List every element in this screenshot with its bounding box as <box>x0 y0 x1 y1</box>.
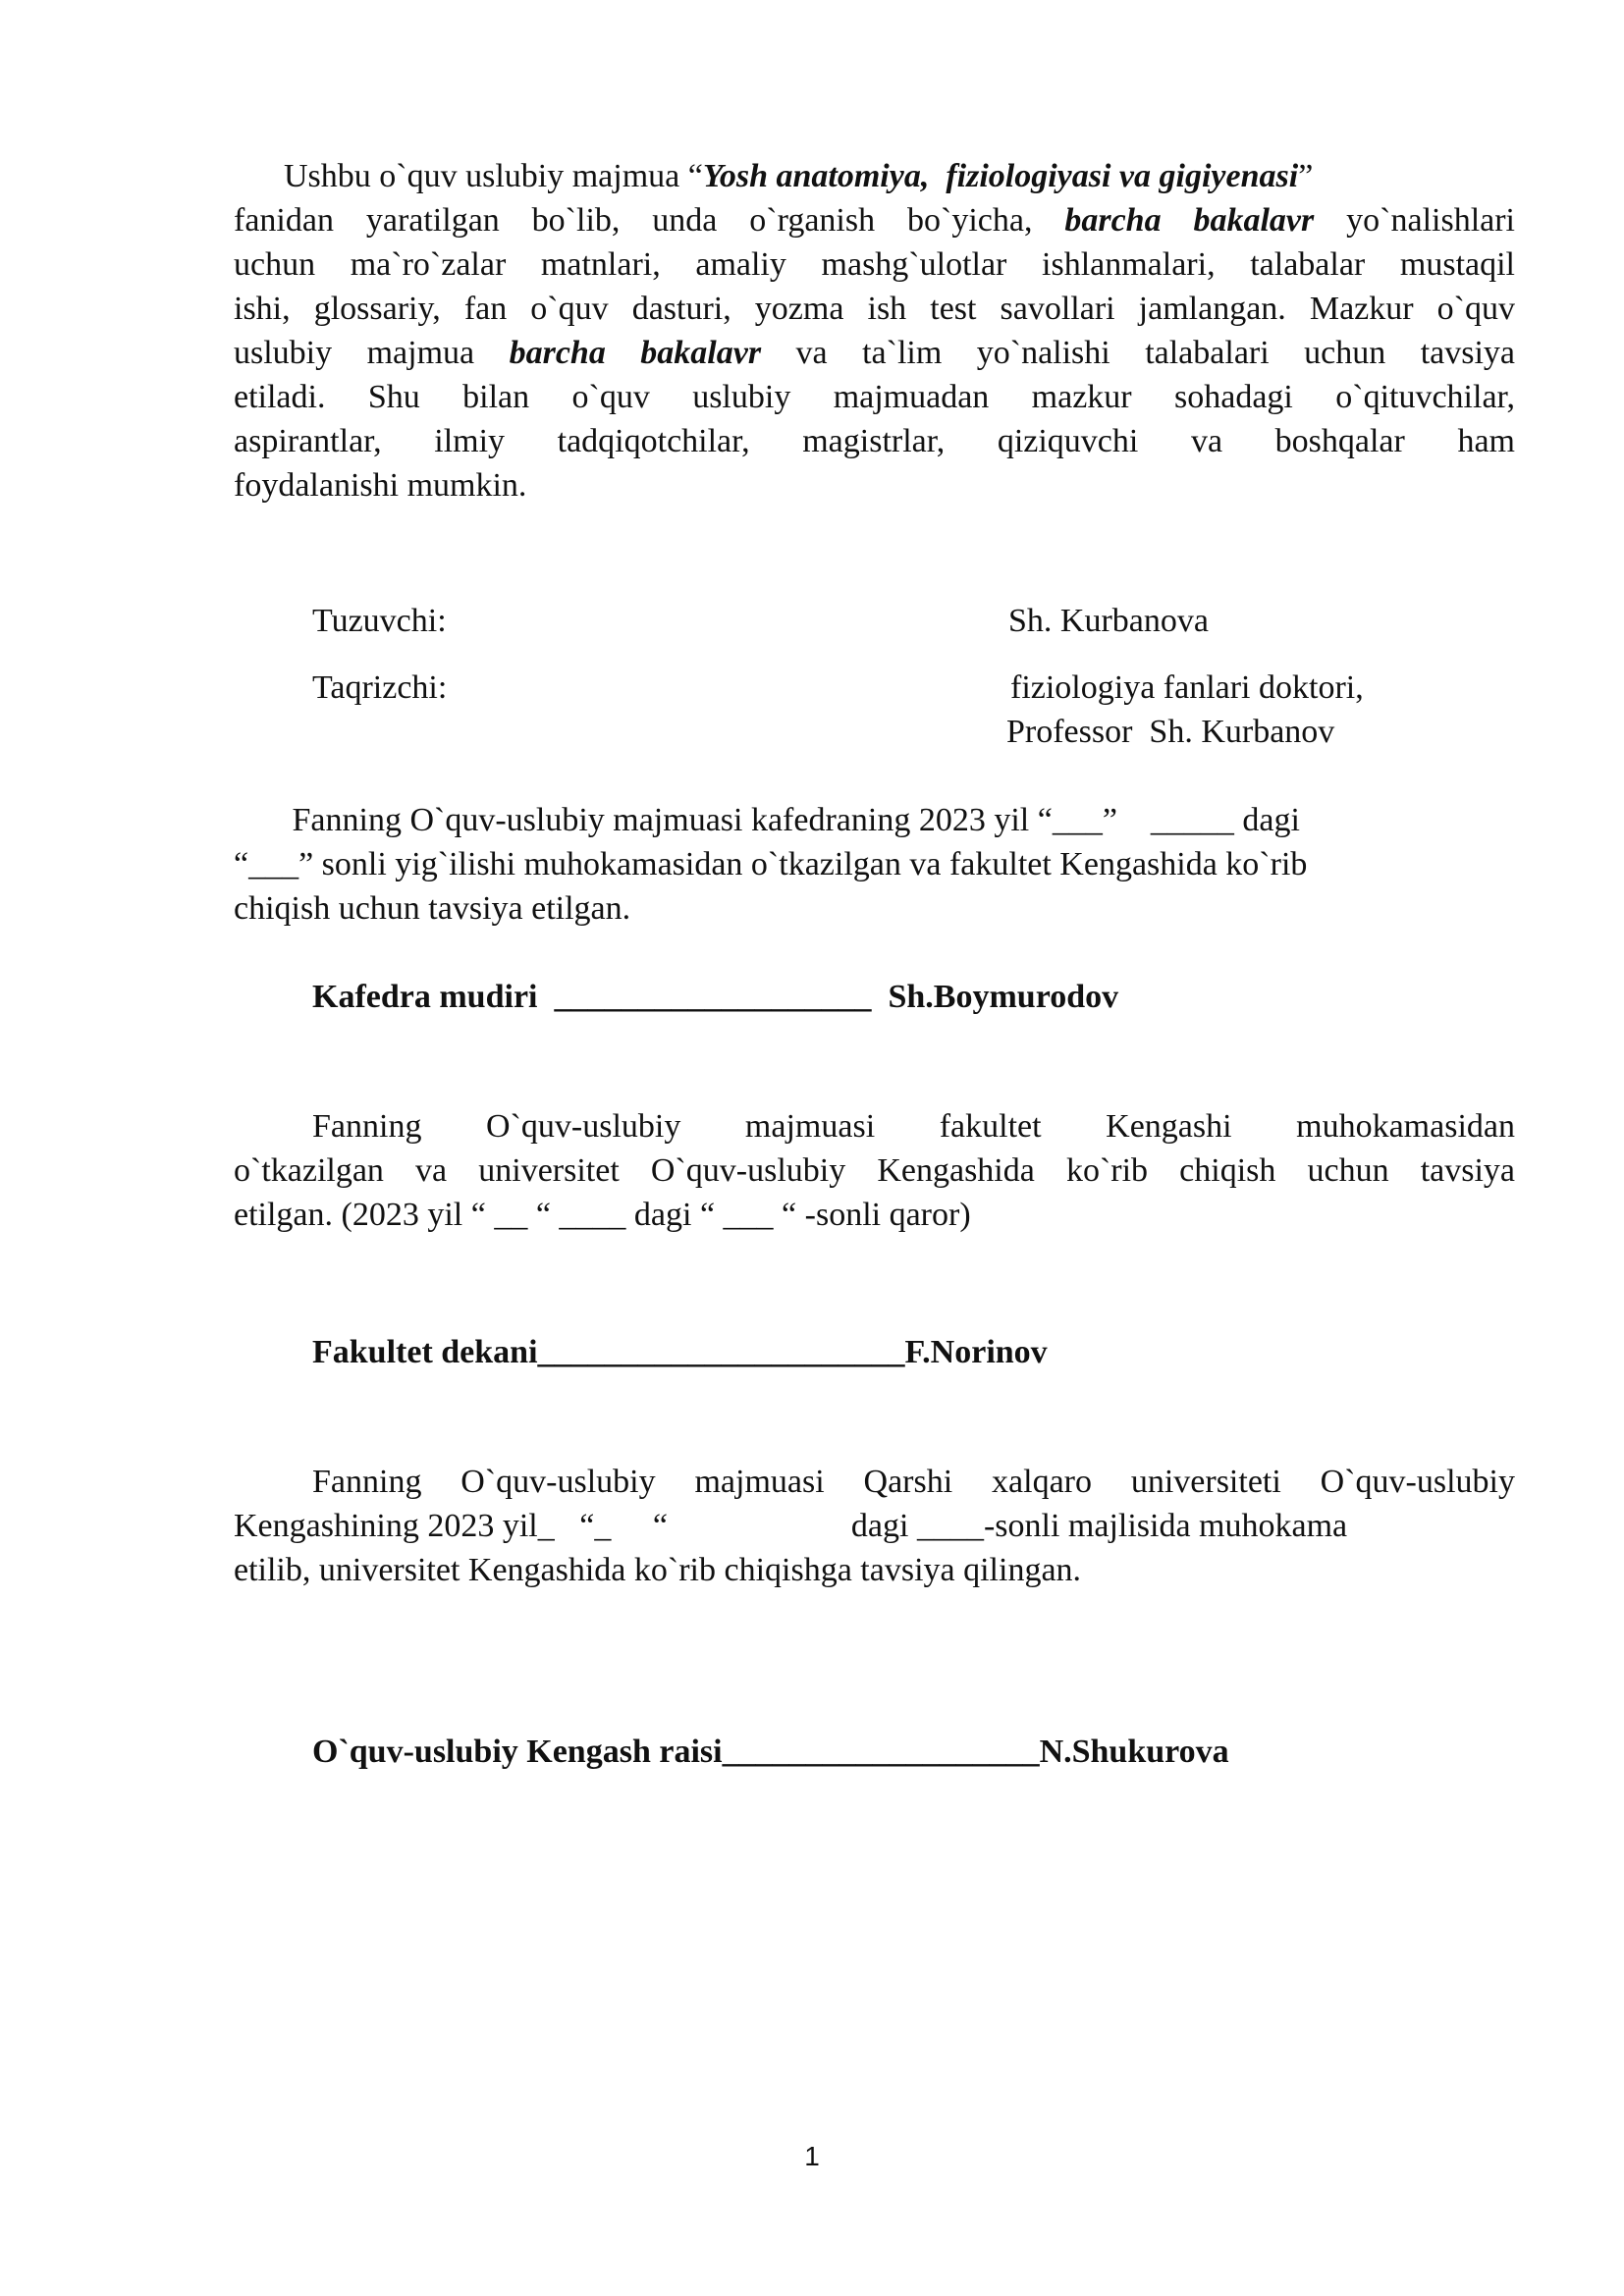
university-line-2: Kengashining 2023 yil_ “_ “ dagi ____-sonli majlisida muhokama <box>234 1508 1348 1544</box>
faculty-line-2: o`tkazilgan va universitet O`quv-uslubiy Kengashida ko`rib chiqish uchun tavsiya <box>234 1152 1515 1189</box>
university-line-1: Fanning O`quv-uslubiy majmuasi Qarshi xalqaro universiteti O`quv-uslubiy <box>312 1464 1515 1500</box>
dept-line-1: Fanning O`quv-uslubiy majmuasi kafedraning 2023 yil “___” _____ dagi <box>234 802 1300 838</box>
university-line-3: etilib, universitet Kengashida ko`rib chiqishga tavsiya qilingan. <box>234 1552 1082 1588</box>
faculty-paragraph <box>234 1104 1515 1237</box>
intro-line-3: uchun ma`ro`zalar matnlari, amaliy mashg`ulotlar ishlanmalari, talabalar mustaqil <box>234 246 1515 283</box>
faculty-line-1: Fanning O`quv-uslubiy majmuasi fakultet Kengashi muhokamasidan <box>312 1108 1515 1145</box>
intro-line-1 <box>234 154 1515 198</box>
intro-text: yo`nalishlari <box>1314 202 1515 239</box>
course-title: Yosh anatomiya, fiziologiyasi va gigiyenasi <box>702 158 1299 194</box>
intro-line-4: ishi, glossariy, fan o`quv dasturi, yozma ish test savollari jamlangan. Mazkur o`quv <box>234 291 1515 327</box>
dean-signature: Fakultet dekani______________________F.Norinov <box>312 1334 1048 1370</box>
dept-line-3: chiqish uchun tavsiya etilgan. <box>234 890 631 927</box>
faculty-line-3: etilgan. (2023 yil “ __ “ ____ dagi “ ___ “ -sonli qaror) <box>234 1197 971 1233</box>
intro-line-7: aspirantlar, ilmiy tadqiqotchilar, magistrlar, qiziquvchi va boshqalar ham <box>234 423 1515 459</box>
intro-text: Ushbu o`quv uslubiy majmua “ <box>234 158 703 194</box>
emphasis-text: barcha bakalavr <box>1064 202 1315 239</box>
intro-text: fanidan yaratilgan bo`lib, unda o`rganish bo`yicha, <box>234 202 1065 239</box>
intro-text: ” <box>1298 158 1314 194</box>
reviewer-label: Taqrizchi: <box>312 669 448 706</box>
department-head-signature: Kafedra mudiri ___________________ Sh.Boymurodov <box>312 979 1119 1015</box>
intro-text: va ta`lim yo`nalishi talabalari uchun tavsiya <box>761 335 1516 371</box>
reviewer-title: fiziologiya fanlari doktori, <box>1010 669 1364 706</box>
intro-line-2 <box>234 198 1515 242</box>
university-paragraph <box>234 1460 1515 1592</box>
intro-line-5 <box>234 331 1515 375</box>
reviewer-name: Professor Sh. Kurbanov <box>1006 714 1335 750</box>
intro-text: uslubiy majmua <box>234 335 510 371</box>
emphasis-text: barcha bakalavr <box>509 335 762 371</box>
department-paragraph <box>234 798 1515 931</box>
author-name: Sh. Kurbanova <box>1008 603 1209 639</box>
intro-line-6: etiladi. Shu bilan o`quv uslubiy majmuadan mazkur sohadagi o`qituvchilar, <box>234 379 1515 415</box>
council-chair-signature: O`quv-uslubiy Kengash raisi___________________N.Shukurova <box>312 1734 1229 1770</box>
author-label: Tuzuvchi: <box>312 603 447 639</box>
page-number: 1 <box>804 2141 820 2171</box>
dept-line-2: “___” sonli yig`ilishi muhokamasidan o`tkazilgan va fakultet Kengashida ko`rib <box>234 846 1308 882</box>
intro-line-8: foydalanishi mumkin. <box>234 467 527 504</box>
intro-paragraph <box>234 154 1515 507</box>
